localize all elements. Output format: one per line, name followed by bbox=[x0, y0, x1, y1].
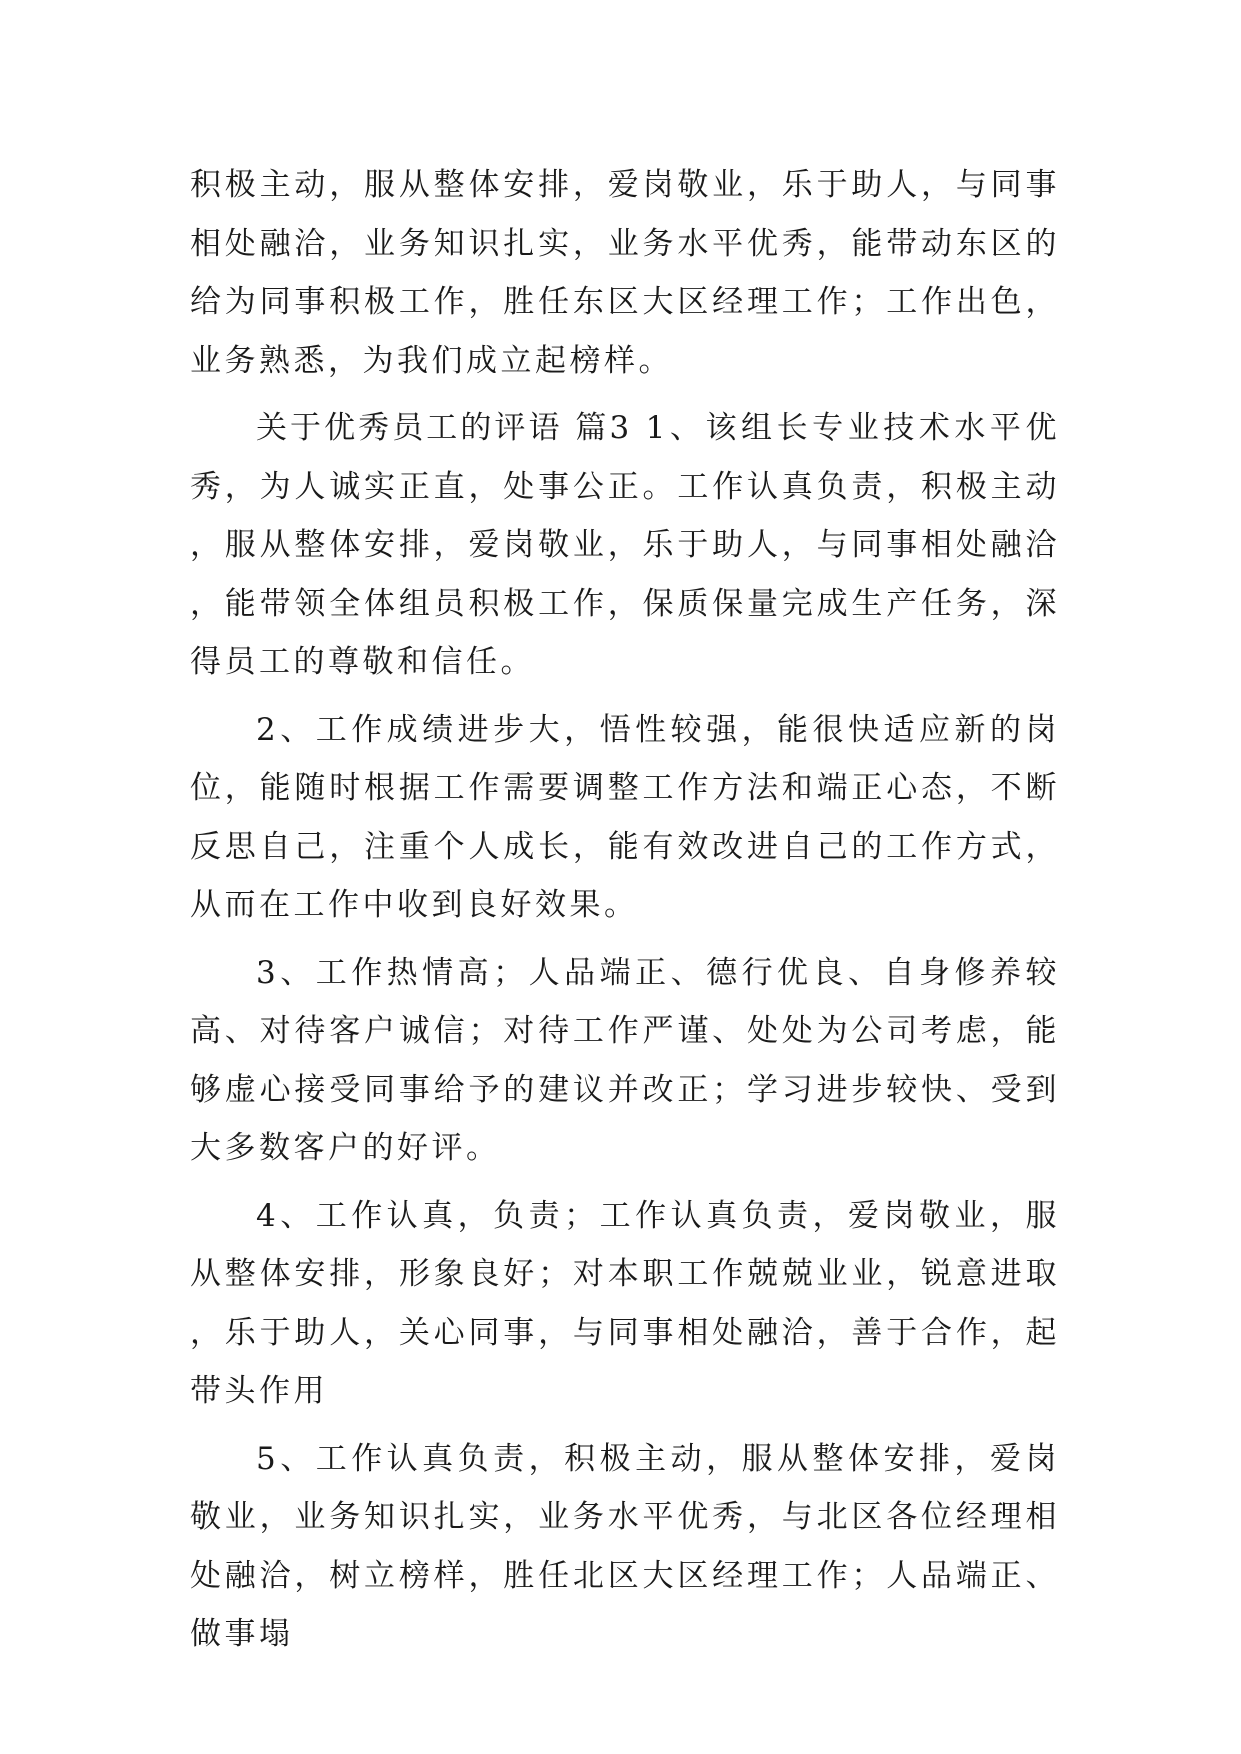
paragraph-item-5: 5、工作认真负责，积极主动，服从整体安排，爱岗敬业，业务知识扎实，业务水平优秀，与北区各位经理相处融洽，树立榜样，胜任北区大区经理工作；人品端正、做事塌 bbox=[190, 1440, 1060, 1652]
paragraph-item-2: 2、工作成绩进步大，悟性较强，能很快适应新的岗位，能随时根据工作需要调整工作方法和端正心态，不断反思自己，注重个人成长，能有效改进自己的工作方式，从而在工作中收到良好效果。 bbox=[190, 711, 1060, 923]
paragraph-item-4: 4、工作认真，负责；工作认真负责，爱岗敬业，服从整体安排，形象良好；对本职工作兢兢业业，锐意进取，乐于助人，关心同事，与同事相处融洽，善于合作，起带头作用 bbox=[190, 1197, 1060, 1409]
paragraph-continued: 积极主动，服从整体安排，爱岗敬业，乐于助人，与同事相处融洽，业务知识扎实，业务水平优秀，能带动东区的给为同事积极工作，胜任东区大区经理工作；工作出色，业务熟悉，为我们成立起榜样。 bbox=[190, 167, 1060, 379]
document-body bbox=[190, 156, 1060, 1673]
section-heading: 关于优秀员工的评语 篇3 bbox=[256, 410, 632, 446]
paragraph-item-3: 3、工作热情高；人品端正、德行优良、自身修养较高、对待客户诚信；对待工作严谨、处处为公司考虑，能够虚心接受同事给予的建议并改正；学习进步较快、受到大多数客户的好评。 bbox=[190, 954, 1060, 1166]
paragraph-section-heading bbox=[190, 399, 1060, 692]
paragraph-item-1: 1、该组长专业技术水平优秀，为人诚实正直，处事公正。工作认真负责，积极主动，服从整体安排，爱岗敬业，乐于助人，与同事相处融洽，能带领全体组员积极工作，保质保量完成生产任务，深得员工的尊敬和信任。 bbox=[190, 410, 1060, 680]
